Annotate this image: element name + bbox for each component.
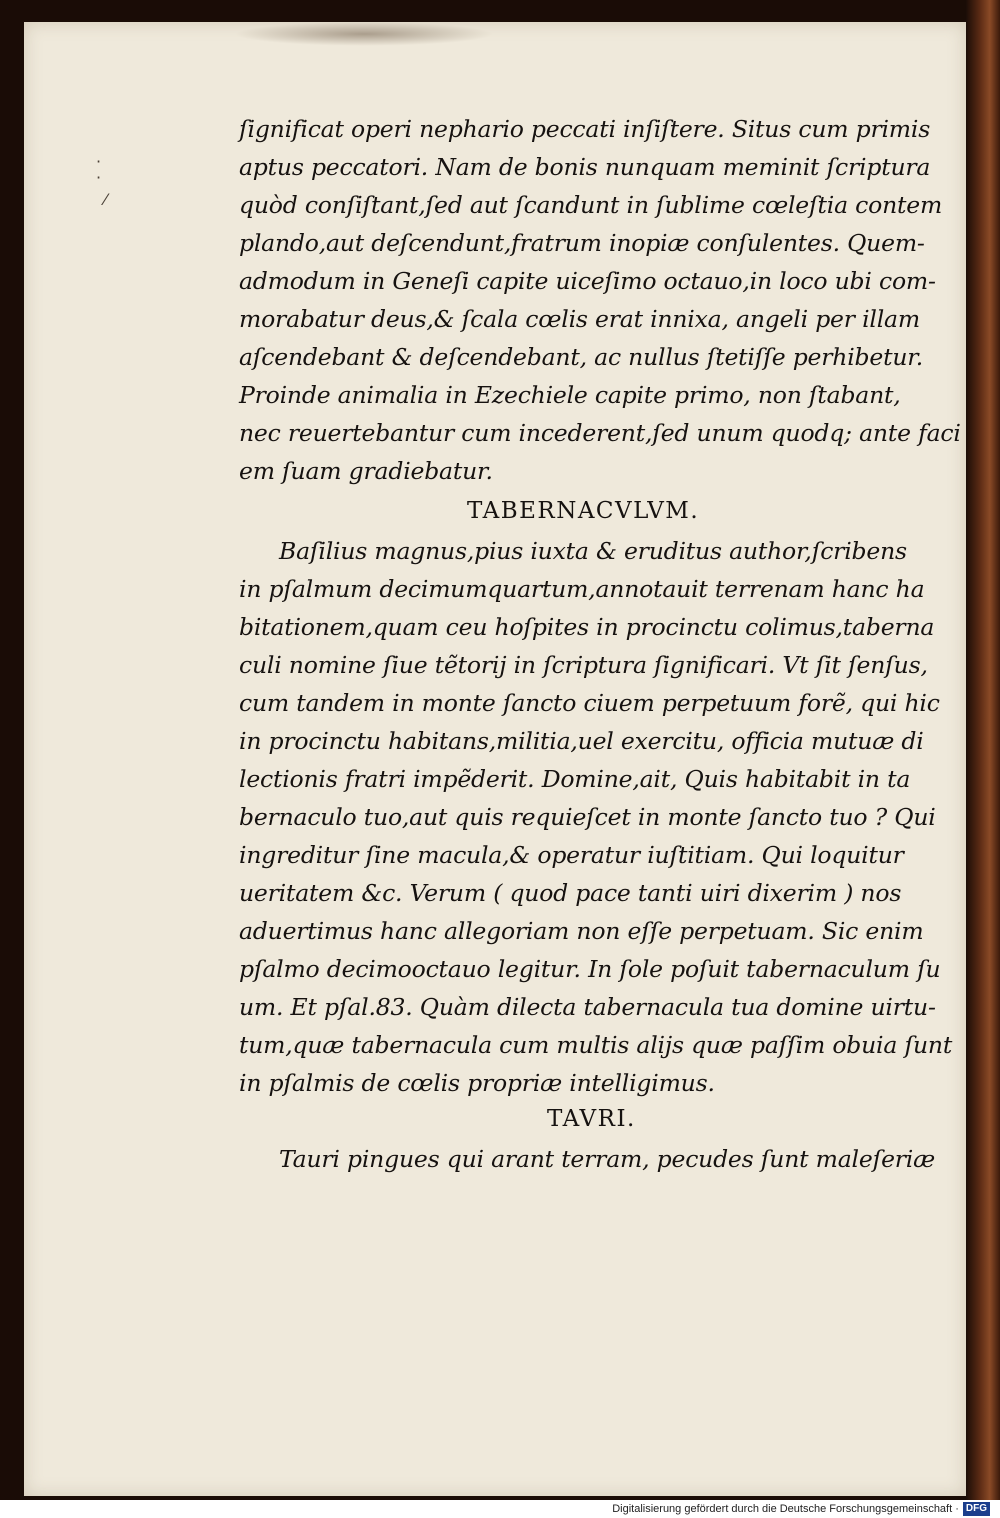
text-line: lectionis fratri impẽderit. Domine,ait, Quis habitabit in ta xyxy=(239,765,911,793)
text-line: culi nomine ſiue tẽtorij in ſcriptura ſignificari. Vt ſit ſenſus, xyxy=(239,651,928,679)
text-line: tum,quæ tabernacula cum multis alijs quæ paſſim obuia ſunt xyxy=(239,1031,953,1059)
text-line: aſcendebant & deſcendebant, ac nullus ſtetiſſe perhibetur. xyxy=(239,343,924,371)
text-line: ueritatem &c. Verum ( quod pace tanti uiri dixerim ) nos xyxy=(239,879,902,907)
text-line: ingreditur ſine macula,& operatur iuſtitiam. Qui loquitur xyxy=(239,841,904,869)
text-line: Tauri pingues qui arant terram, pecudes ſunt maleſeriæ xyxy=(279,1145,936,1173)
text-line: nec reuertebantur cum incederent,ſed unum quodq; ante faci xyxy=(239,419,961,447)
text-line: cum tandem in monte ſancto ciuem perpetuum forẽ, qui hic xyxy=(239,689,940,717)
text-line: bernaculo tuo,aut quis requieſcet in monte ſancto tuo ? Qui xyxy=(239,803,936,831)
margin-mark: · xyxy=(96,168,102,187)
text-line: Baſilius magnus,pius iuxta & eruditus author,ſcribens xyxy=(279,537,907,565)
digitization-credit xyxy=(612,1502,990,1516)
credit-text: Digitalisierung gefördert durch die Deutsche Forschungsgemeinschaft · xyxy=(612,1503,959,1515)
text-line: aduertimus hanc allegoriam non eſſe perpetuam. Sic enim xyxy=(239,917,924,945)
margin-mark: ⁄ xyxy=(104,190,107,209)
text-line: Proinde animalia in Ezechiele capite primo, non ſtabant, xyxy=(239,381,901,409)
text-line: um. Et pſal.83. Quàm dilecta tabernacula tua domine uirtu- xyxy=(239,993,936,1021)
text-line: in pſalmis de cœlis propriæ intelligimus. xyxy=(239,1069,715,1097)
text-line: pſalmo decimooctauo legitur. In ſole poſuit tabernaculum ſu xyxy=(239,955,941,983)
text-line: aptus peccatori. Nam de bonis nunquam meminit ſcriptura xyxy=(239,153,931,181)
text-line: in pſalmum decimumquartum,annotauit terrenam hanc ha xyxy=(239,575,925,603)
margin-mark: · xyxy=(96,152,102,171)
book-page xyxy=(24,22,966,1496)
text-line: in procinctu habitans,militia,uel exercitu, officia mutuæ di xyxy=(239,727,924,755)
text-line: morabatur deus,& ſcala cœlis erat innixa, angeli per illam xyxy=(239,305,920,333)
text-line: ſignificat operi nephario peccati inſiſtere. Situs cum primis xyxy=(239,115,931,143)
text-line: quòd conſiſtant,ſed aut ſcandunt in ſublime cœleſtia contem xyxy=(239,191,943,219)
section-heading: TAVRI. xyxy=(547,1106,636,1132)
text-line: em ſuam gradiebatur. xyxy=(239,457,493,485)
text-line: admodum in Geneſi capite uiceſimo octauo,in loco ubi com- xyxy=(239,267,936,295)
section-heading: TABERNACVLVM. xyxy=(467,498,700,524)
text-line: plando,aut deſcendunt,fratrum inopiæ conſulentes. Quem- xyxy=(239,229,925,257)
text-line: bitationem,quam ceu hoſpites in procinctu colimus,taberna xyxy=(239,613,935,641)
dfg-logo: DFG xyxy=(963,1502,990,1516)
